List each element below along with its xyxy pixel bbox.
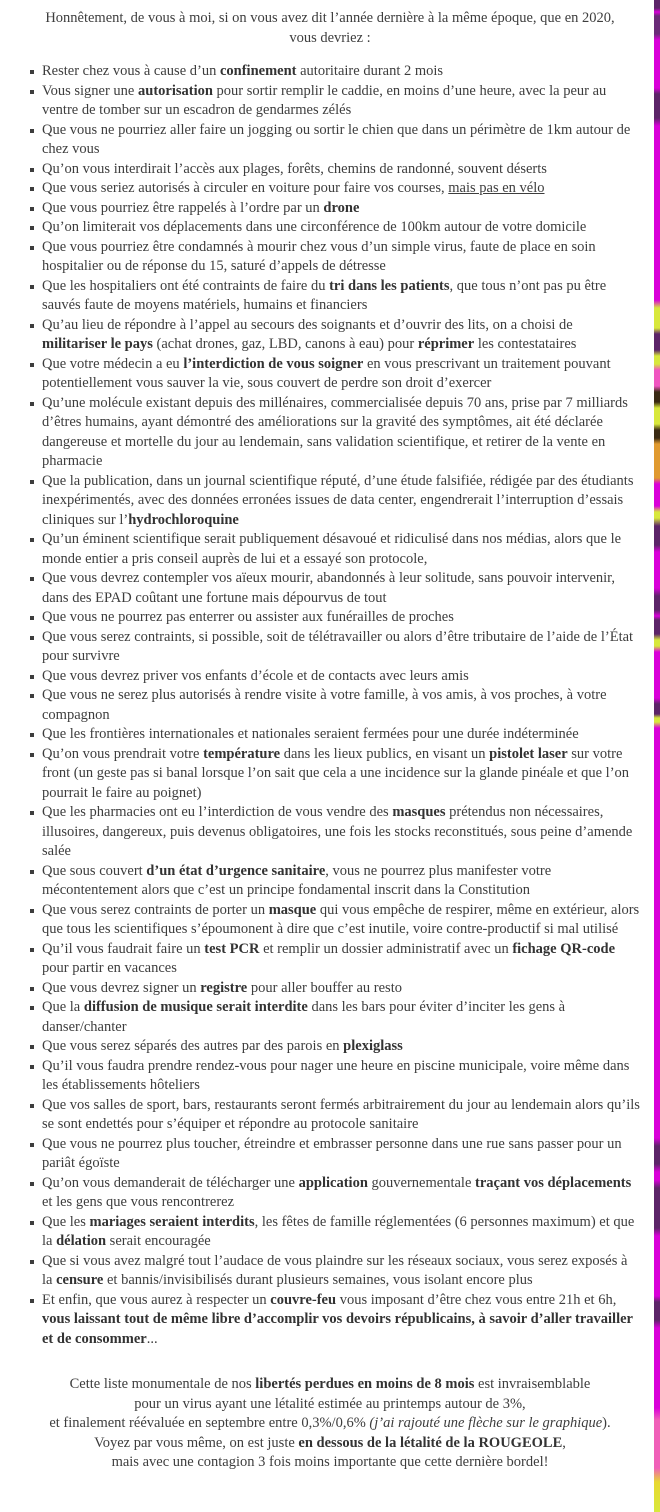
text-segment: Que vos salles de sport, bars, restaurants seront fermés arbitrairement du jour au lendemain alors qu’ils se sont endettés pour s’équiper et répondre au protocole sanitaire [42,1096,640,1132]
text-segment: Que vous devrez contempler vos aïeux mourir, abandonnés à leur solitude, sans pouvoir intervenir, dans des EPAD coûtant une fortune mais dépourvus de tout [42,570,616,606]
text-segment: couvre-feu [270,1291,337,1308]
list-item [42,725,640,745]
text-segment: dans les lieux publics, en visant un [280,745,490,762]
text-segment: dans les bars pour éviter d’inciter les gens à danser/chanter [42,999,566,1035]
intro-paragraph [14,0,646,48]
text-segment: drone [323,199,360,216]
text-segment: Que vous devrez priver vos enfants d’école et de contacts avec leurs amis [42,667,469,684]
text-segment: Que la publication, dans un journal scientifique réputé, d’une étude falsifiée, rédigée par des étudiants inexpérimentés, avec des données erronées issues de data center, engendrerait l’interruption d’essais cliniques sur l’ [42,472,634,528]
text-segment: ). [602,1415,611,1431]
list-item [42,745,640,804]
text-segment: pour partir en vacances [42,960,177,976]
text-segment: autorisation [138,82,213,99]
text-segment: Que vous ne pourriez aller faire un jogging ou sortir le chien que dans un périmètre de 1km autour de chez vous [42,121,631,157]
text-segment: mariages seraient interdits [89,1213,255,1230]
text-segment: serait encouragée [106,1233,211,1249]
list-item [42,979,640,999]
text-segment: Que vous ne serez plus autorisés à rendre visite à votre famille, à vos amis, à vos proches, à votre compagnon [42,687,607,723]
text-segment: Que sous couvert [42,862,147,879]
text-segment: gouvernementale [367,1174,475,1191]
list-item [42,530,640,569]
text-segment: en dessous de la létalité de la ROUGEOLE [298,1434,563,1451]
list-item [42,667,640,687]
text-segment: Que les frontières internationales et nationales seraient fermées pour une durée indéterminée [42,726,579,742]
text-segment: Qu’on vous prendrait votre [42,745,204,762]
list-item [42,1135,640,1174]
list-item [42,998,640,1037]
text-segment: réprimer [417,336,475,352]
text-segment: mais avec une contagion 3 fois moins importante que cette dernière bordel! [111,1454,549,1470]
inline-link[interactable]: mais pas en vélo [448,180,545,196]
list-item [42,160,640,180]
list-item [42,862,640,901]
text-segment: Que votre médecin a eu [42,355,184,372]
text-segment: Que vous ne pourrez plus toucher, étreindre et embrasser personne dans une rue sans passer pour un pariât égoïste [42,1135,622,1171]
list-item [42,608,640,628]
text-segment: , vous ne pourrez plus manifester votre mécontentement alors que c’est un principe fondamental inscrit dans la Constitution [42,862,552,898]
text-segment: plexiglass [343,1038,403,1054]
list-item [42,628,640,667]
text-segment: pistolet laser [489,745,568,762]
text-segment: Que vous devrez signer un [42,979,201,996]
text-segment: (achat drones, gaz, LBD, canons à eau) pour [152,336,418,352]
text-segment: pour aller bouffer au resto [247,979,402,996]
text-segment: vous laissant tout de même libre d’accomplir vos devoirs républicains, à savoir d’aller travailler et de consommer [42,1311,633,1347]
text-segment: prétendus non nécessaires, illusoires, dangereux, puis devenus obligatoires, une fois les stocks reconstitués, sous peine d’amende salée [42,804,633,859]
list-item [42,179,640,199]
text-segment: et bannis/invisibilisés durant plusieurs semaines, vous isolant encore plus [103,1272,533,1288]
text-segment: et remplir un dossier administratif avec un [259,940,513,957]
text-segment: et les gens que vous rencontrerez [42,1194,235,1210]
list-item [42,218,640,238]
list-item [42,686,640,725]
text-segment: Que vous pourriez être condamnés à mourir chez vous d’un simple virus, faute de place en soin hospitalier ou de réponse du 15, saturé d’appels de détresse [42,238,596,274]
list-item [42,238,640,277]
text-segment: test PCR [204,940,260,957]
text-segment: Que vous pourriez être rappelés à l’ordre par un [42,199,324,216]
list-item [42,355,640,394]
text-segment: Que vous serez contraints, si possible, soit de télétravailler ou alors d’être tributaire de l’aide de l’État pour survivre [42,628,634,664]
text-segment: , les fêtes de famille réglementées (6 personnes maximum) et que la [42,1213,635,1249]
text-segment: Que les [42,1213,90,1230]
closing-line [6,1434,654,1454]
closing-line [6,1395,654,1415]
list-item [42,316,640,355]
intro-line: Honnêtement, de vous à moi, si on vous avez dit l’année dernière à la même époque, que en 2020, [45,10,615,26]
text-segment: (j’ai rajouté une flèche sur le graphique [369,1415,603,1431]
closing-line [6,1453,654,1473]
text-segment: Et enfin, que vous aurez à respecter un [42,1291,271,1308]
text-segment: pour un virus ayant une létalité estimée au printemps autour de 3%, [134,1395,526,1412]
list-item [42,901,640,940]
text-segment: hydrochloroquine [128,511,239,528]
list-item [42,1057,640,1096]
closing-paragraph [6,1375,654,1473]
text-segment: Que les hospitaliers ont été contraints de faire du [42,277,330,294]
list-item [42,277,640,316]
list-item [42,62,640,82]
text-segment: en vous prescrivant un traitement pouvant potentiellement vous sauver la vie, sous couvert de perdre son droit d’exercer [42,355,611,391]
text-segment: confinement [219,63,297,79]
text-segment: Qu’on vous interdirait l’accès aux plages, forêts, chemins de randonné, souvent déserts [42,160,547,177]
list-item [42,1291,640,1350]
text-segment: délation [56,1233,107,1249]
text-segment: Que vous serez contraints de porter un [42,901,269,918]
text-segment: libertés perdues en moins de 8 mois [255,1376,475,1392]
text-segment: Que vous ne pourrez pas enterrer ou assister aux funérailles de proches [42,609,454,625]
text-segment: pour sortir remplir le caddie, en moins d’une heure, avec la peur au ventre de tomber sur un escadron de gendarmes zélés [42,82,607,118]
list-item [42,569,640,608]
list-item [42,1174,640,1213]
text-segment: ... [146,1330,158,1347]
text-segment: Voyez par vous même, on est juste [94,1434,299,1451]
list-item [42,121,640,160]
text-segment: Qu’on limiterait vos déplacements dans une circonférence de 100km autour de votre domicile [42,219,587,235]
text-segment: Qu’il vous faudrait faire un [42,940,205,957]
text-segment: Que vous seriez autorisés à circuler en voiture pour faire vos courses, [42,180,449,196]
text-segment: vous imposant d’être chez vous entre 21h et 6h, [336,1291,617,1308]
closing-line [6,1375,654,1395]
text-segment: militariser le pays [42,336,153,352]
text-segment: masques [392,804,446,820]
text-segment: autoritaire durant 2 mois [296,63,444,79]
text-segment: qui vous empêche de respirer, même en extérieur, alors que tous les scientifiques s’époumonent à dire que c’est inutile, voire contre-productif si mal utilisé [42,901,640,937]
text-segment: et finalement réévaluée en septembre entre 0,3%/0,6% [49,1415,370,1431]
text-segment: , [562,1434,566,1451]
list-item [42,940,640,979]
list-item [42,1213,640,1252]
text-segment: registre [200,979,248,996]
text-segment: Rester chez vous à cause d’un [42,63,220,79]
text-segment: les contestataires [474,336,577,352]
text-segment: l’interdiction de vous soigner [183,355,364,372]
closing-line [6,1414,654,1434]
list-item [42,803,640,862]
text-segment: fichage QR-code [512,940,616,957]
cropped-image-edge-stripe [654,0,660,1512]
text-segment: , que tous n’ont pas pu être sauvés faute de moyens matériels, humains et financiers [42,277,607,313]
text-segment: Que si vous avez malgré tout l’audace de vous plaindre sur les réseaux sociaux, vous serez exposés à la [42,1252,628,1288]
text-segment: Que les pharmacies ont eu l’interdiction de vous vendre des [42,804,393,820]
text-segment: d’un état d’urgence sanitaire [146,862,326,879]
list-item [42,1037,640,1057]
intro-line: vous devriez : [289,29,371,46]
text-segment: Cette liste monumentale de nos [69,1376,256,1392]
text-segment: censure [56,1272,104,1288]
text-segment: Qu’on vous demanderait de télécharger une [42,1174,299,1191]
text-segment: application [298,1174,368,1191]
text-segment: diffusion de musique serait interdite [83,999,308,1015]
text-segment: température [203,745,281,762]
list-item [42,199,640,219]
list-item [42,1252,640,1291]
list-item [42,394,640,472]
text-segment: Vous signer une [42,82,138,99]
text-segment: Qu’il vous faudra prendre rendez-vous pour nager une heure en piscine municipale, voire même dans les établissements hôteliers [42,1057,630,1093]
text-segment: traçant vos déplacements [475,1174,632,1191]
text-segment: est invraisemblable [474,1376,591,1392]
text-segment: Qu’une molécule existant depuis des millénaires, commercialisée depuis 70 ans, prise par 7 milliards d’êtres humains, ayant démontré des améliorations sur la gravité des symptômes, ait été déclarée dangereuse et mortelle du jour au lendemain, sans validation scientifique, et retirer de la vente en pharmacie [42,394,628,469]
text-segment: masque [268,901,317,918]
text-segment: Que la [42,999,84,1015]
text-segment: Qu’un éminent scientifique serait publiquement désavoué et ridiculisé dans nos médias, alors que le monde entier a pris conseil auprès de lui et a essayé son protocole, [42,531,622,567]
text-segment: Que vous serez séparés des autres par des parois en [42,1038,344,1054]
text-segment: Qu’au lieu de répondre à l’appel au secours des soignants et d’ouvrir des lits, on a choisi de [42,316,573,333]
list-item [42,82,640,121]
list-item [42,1096,640,1135]
bullet-list [0,62,660,1349]
text-segment: tri dans les patients [329,277,450,294]
list-item [42,472,640,531]
text-segment: sur votre front (un geste pas si banal lorsque l’on sait que cela a une incidence sur la glande pinéale et que l’on pourrait le faire au poignet) [42,745,630,801]
